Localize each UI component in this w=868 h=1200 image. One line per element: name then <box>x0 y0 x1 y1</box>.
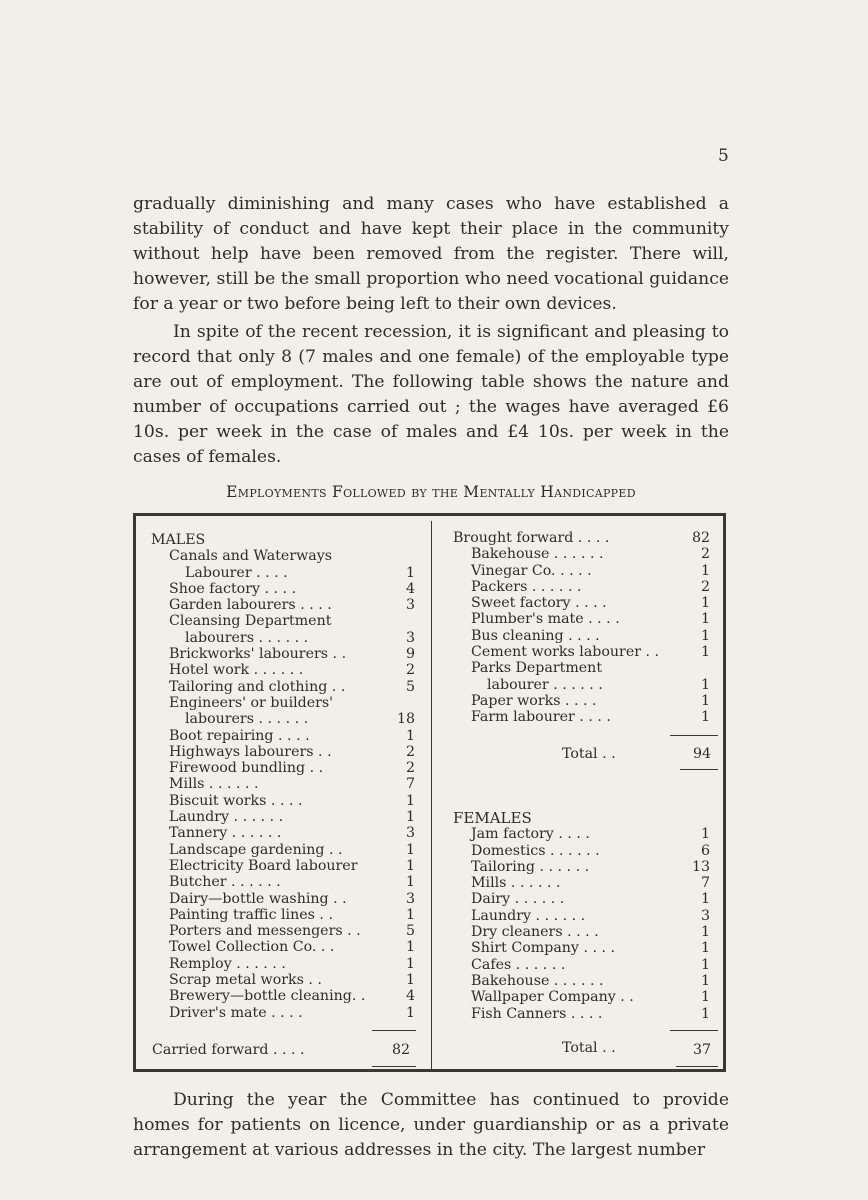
occupation-count: 7 <box>405 776 415 793</box>
occupation-label: Parks Department <box>471 660 603 677</box>
females-total-value: 37 <box>693 1042 712 1058</box>
occupation-label: Engineers' or builders' <box>169 694 334 711</box>
occupation-label: Remploy . . . . . . <box>169 955 286 972</box>
table-row <box>151 679 415 695</box>
occupation-count: 3 <box>700 907 710 924</box>
occupation-label: Jam factory . . . . <box>471 826 590 843</box>
occupation-label: Dairy . . . . . . <box>471 891 565 908</box>
occupation-label: Bakehouse . . . . . . <box>471 546 604 563</box>
occupation-label: Bus cleaning . . . . <box>471 627 600 644</box>
occupation-count: 1 <box>700 709 710 726</box>
occupation-count: 1 <box>405 906 415 923</box>
occupation-count: 1 <box>405 955 415 972</box>
table-row <box>453 563 710 579</box>
occupation-count: 5 <box>405 678 415 695</box>
occupation-count: 1 <box>405 874 415 891</box>
females-total-rule-bottom <box>676 1066 718 1067</box>
occupation-count: 2 <box>405 760 415 777</box>
occupation-count: 3 <box>405 825 415 842</box>
males-total-label: Total . . <box>562 746 616 762</box>
occupation-label: Firewood bundling . . <box>169 760 324 777</box>
carried-forward-rule-bottom <box>372 1066 416 1067</box>
occupation-label: Vinegar Co. . . . . <box>471 562 592 579</box>
table-row <box>151 744 415 760</box>
table-row <box>453 989 710 1005</box>
males-total-rule-bottom <box>680 769 718 770</box>
males-heading: MALES <box>151 532 206 548</box>
occupation-count: 1 <box>700 989 710 1006</box>
occupation-count: 1 <box>700 611 710 628</box>
occupation-count: 4 <box>405 988 415 1005</box>
males-total-rule-top <box>670 735 718 736</box>
brought-forward-value: 82 <box>691 530 710 546</box>
table-row <box>151 695 415 711</box>
occupation-count: 2 <box>700 546 710 563</box>
occupation-label: Boot repairing . . . . <box>169 727 310 744</box>
page-number: 5 <box>718 146 729 166</box>
table-row <box>151 874 415 890</box>
occupation-count: 1 <box>700 940 710 957</box>
table-row <box>453 908 710 924</box>
occupation-label: Electricity Board labourer <box>169 857 358 874</box>
occupation-label: Farm labourer . . . . <box>471 709 611 726</box>
table-row <box>151 662 415 678</box>
males-column <box>151 532 415 1021</box>
occupation-label: Cement works labourer . . <box>471 644 660 661</box>
table-row <box>453 973 710 989</box>
occupation-count: 1 <box>405 857 415 874</box>
occupation-label: Towel Collection Co. . . <box>169 939 335 956</box>
occupation-label: Tannery . . . . . . <box>169 825 282 842</box>
table-row <box>453 595 710 611</box>
table-row <box>151 581 415 597</box>
occupation-count: 1 <box>700 627 710 644</box>
carried-forward-label: Carried forward . . . . <box>152 1042 305 1058</box>
occupation-label: Mills . . . . . . <box>169 776 259 793</box>
occupation-count: 1 <box>700 891 710 908</box>
occupation-count: 1 <box>405 972 415 989</box>
table-row <box>453 660 710 676</box>
table-row <box>453 579 710 595</box>
table-row <box>151 842 415 858</box>
table-row <box>453 709 710 725</box>
occupation-label: Wallpaper Company . . <box>471 989 634 1006</box>
occupation-label: Brickworks' labourers . . <box>169 646 347 663</box>
paragraph-employment: In spite of the recent recession, it is significant and pleasing to record that only 8 (7 males and one female) of the employable type are out of employment. The following table shows the nature and number of occupations carried out ; the wages have averaged £6 10s. per week in the case of males and £4 10s. per week in the cases of females. <box>133 322 729 467</box>
table-row <box>151 776 415 792</box>
table-row <box>151 597 415 613</box>
right-column <box>453 530 710 726</box>
table-row <box>151 711 415 727</box>
occupation-count: 7 <box>700 875 710 892</box>
table-row <box>453 940 710 956</box>
occupation-count: 1 <box>700 826 710 843</box>
occupation-count: 2 <box>405 662 415 679</box>
occupation-label: Plumber's mate . . . . <box>471 611 620 628</box>
occupation-count: 2 <box>700 578 710 595</box>
occupation-label: Highways labourers . . <box>169 743 332 760</box>
occupation-count: 1 <box>405 727 415 744</box>
table-row <box>453 677 710 693</box>
occupation-count: 1 <box>405 564 415 581</box>
occupation-label: Sweet factory . . . . <box>471 595 607 612</box>
females-total-label: Total . . <box>562 1040 616 1056</box>
occupation-count: 5 <box>405 923 415 940</box>
occupation-label: Packers . . . . . . <box>471 578 582 595</box>
occupation-count: 1 <box>700 562 710 579</box>
occupation-label: Driver's mate . . . . <box>169 1004 303 1021</box>
occupation-label: Tailoring . . . . . . <box>471 858 590 875</box>
table-row <box>453 924 710 940</box>
occupation-count: 18 <box>396 711 415 728</box>
table-row <box>151 972 415 988</box>
table-row <box>151 956 415 972</box>
table-row <box>151 907 415 923</box>
occupation-label: Cafes . . . . . . <box>471 956 566 973</box>
table-row <box>151 760 415 776</box>
occupation-count: 1 <box>405 1004 415 1021</box>
table-row <box>151 988 415 1004</box>
occupation-label: Domestics . . . . . . <box>471 842 600 859</box>
table-row <box>453 859 710 875</box>
table-row <box>151 1005 415 1021</box>
table-row <box>151 565 415 581</box>
table-row <box>453 546 710 562</box>
occupation-count: 1 <box>405 939 415 956</box>
carried-forward-rule-top <box>372 1030 416 1031</box>
occupation-label: Paper works . . . . <box>471 692 597 709</box>
table-row <box>151 728 415 744</box>
occupation-label: Butcher . . . . . . <box>169 874 281 891</box>
carried-forward-value: 82 <box>392 1042 411 1058</box>
table-row <box>151 793 415 809</box>
occupation-label: Cleansing Department <box>169 613 332 630</box>
occupation-count: 1 <box>405 809 415 826</box>
occupation-count: 1 <box>700 956 710 973</box>
occupation-count: 4 <box>405 580 415 597</box>
occupation-label: Landscape gardening . . <box>169 841 343 858</box>
males-total-value: 94 <box>693 746 712 762</box>
occupation-count: 3 <box>405 597 415 614</box>
occupation-label: Biscuit works . . . . <box>169 792 303 809</box>
occupation-count: 1 <box>700 595 710 612</box>
occupation-label: Hotel work . . . . . . <box>169 662 304 679</box>
occupation-count: 1 <box>700 924 710 941</box>
table-row <box>453 644 710 660</box>
occupation-label: Shirt Company . . . . <box>471 940 616 957</box>
occupation-label: Mills . . . . . . <box>471 875 561 892</box>
occupation-count: 9 <box>405 646 415 663</box>
table-row <box>453 826 710 842</box>
occupation-label: Brewery—bottle cleaning. . <box>169 988 366 1005</box>
occupation-label: Laundry . . . . . . <box>471 907 586 924</box>
table-row <box>453 875 710 891</box>
occupation-label: Dairy—bottle washing . . <box>169 890 347 907</box>
occupation-label: Painting traffic lines . . <box>169 906 333 923</box>
occupation-label: Laundry . . . . . . <box>169 809 284 826</box>
occupation-label: Canals and Waterways <box>169 548 333 565</box>
females-total-rule-top <box>670 1030 718 1031</box>
occupation-count: 1 <box>700 692 710 709</box>
occupation-label: Bakehouse . . . . . . <box>471 972 604 989</box>
table-title: Employments Followed by the Mentally Handicapped <box>226 483 636 501</box>
table-row <box>151 939 415 955</box>
table-row <box>151 891 415 907</box>
occupation-label: Scrap metal works . . <box>169 972 322 989</box>
occupation-count: 3 <box>405 890 415 907</box>
table-row <box>151 630 415 646</box>
table-row <box>453 628 710 644</box>
table-row <box>151 858 415 874</box>
table-row <box>453 891 710 907</box>
occupation-label: Porters and messengers . . <box>169 923 361 940</box>
table-row <box>151 646 415 662</box>
occupation-label: Tailoring and clothing . . <box>169 678 346 695</box>
occupation-count: 1 <box>405 792 415 809</box>
occupation-label: labourers . . . . . . <box>185 711 309 728</box>
occupation-label: Dry cleaners . . . . <box>471 924 599 941</box>
occupation-label: Garden labourers . . . . <box>169 597 332 614</box>
occupation-label: Shoe factory . . . . <box>169 580 297 597</box>
occupation-count: 1 <box>405 841 415 858</box>
table-row <box>453 693 710 709</box>
occupation-count: 3 <box>405 629 415 646</box>
occupation-count: 13 <box>691 858 710 875</box>
occupation-label: labourers . . . . . . <box>185 629 309 646</box>
occupation-label: Fish Canners . . . . <box>471 1005 603 1022</box>
table-row <box>453 1006 710 1022</box>
table-row <box>151 809 415 825</box>
brought-forward-label: Brought forward . . . . <box>453 530 610 546</box>
occupation-count: 1 <box>700 644 710 661</box>
females-heading: FEMALES <box>453 809 532 827</box>
table-row <box>453 611 710 627</box>
table-row <box>453 957 710 973</box>
occupation-count: 1 <box>700 1005 710 1022</box>
table-row <box>151 613 415 629</box>
table-row <box>151 923 415 939</box>
occupation-label: labourer . . . . . . <box>487 676 603 693</box>
occupation-count: 2 <box>405 743 415 760</box>
paragraph-continuation: gradually diminishing and many cases who have established a stability of conduct and have kept their place in the community without help have been removed from the register. There will, however, still be the small proportion who need vocational guidance for a year or two before being left to their own devices. <box>133 194 729 314</box>
occupation-label: Labourer . . . . <box>185 564 288 581</box>
paragraph-homes: During the year the Committee has continued to provide homes for patients on licence, under guardianship or as a private arrangement at various addresses in the city. The largest number <box>133 1090 729 1160</box>
occupation-count: 6 <box>700 842 710 859</box>
table-row <box>151 548 415 564</box>
females-column <box>453 810 710 1022</box>
occupation-count: 1 <box>700 972 710 989</box>
occupation-count: 1 <box>700 676 710 693</box>
column-divider <box>431 521 432 1069</box>
table-row <box>453 843 710 859</box>
table-row <box>151 825 415 841</box>
